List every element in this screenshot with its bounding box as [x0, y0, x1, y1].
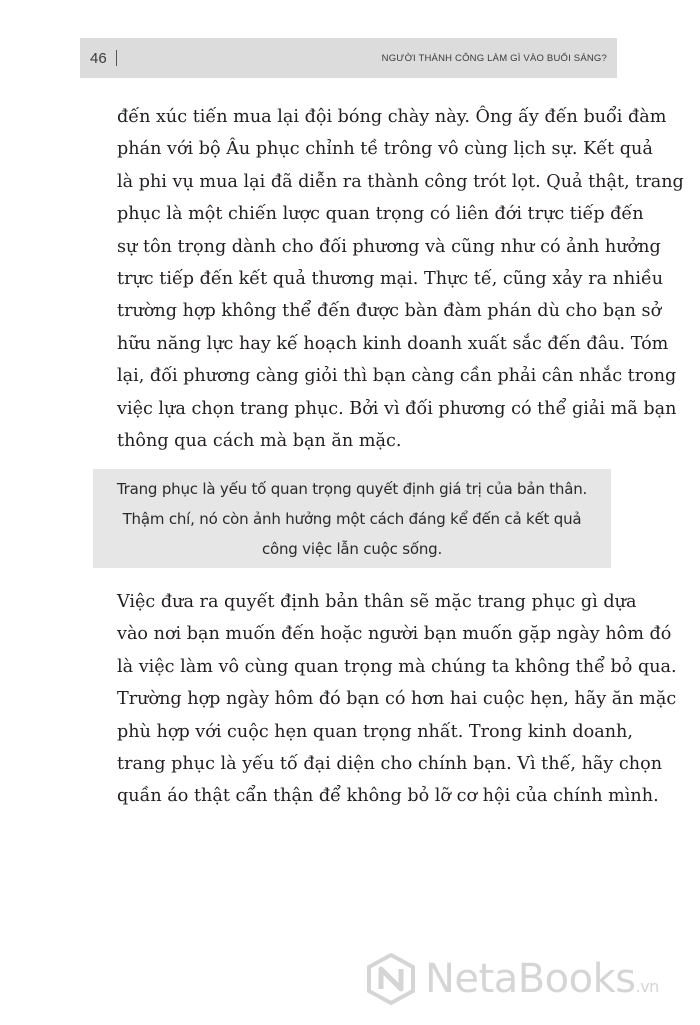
- text-line: lại, đối phương càng giỏi thì bạn càng cần phải cân nhắc trong: [117, 366, 677, 387]
- text-line: quần áo thật cẩn thận để không bỏ lỡ cơ hội của chính mình.: [117, 786, 659, 807]
- text-line: là phi vụ mua lại đã diễn ra thành công trót lọt. Quả thật, trang: [117, 171, 684, 192]
- page-number-text: 46: [90, 49, 107, 67]
- text-line: là việc làm vô cùng quan trọng mà chúng ta không thể bỏ qua.: [117, 656, 677, 677]
- text-line: thông qua cách mà bạn ăn mặc.: [117, 431, 402, 452]
- quote-line: Trang phục là yếu tố quan trọng quyết định giá trị của bản thân.: [116, 480, 588, 498]
- watermark-brand: NetaBooks: [425, 956, 636, 1002]
- netabooks-logo-icon: [365, 953, 417, 1005]
- paragraph-1: [117, 101, 684, 457]
- page-header: [80, 38, 617, 78]
- watermark: [365, 948, 685, 1010]
- paragraph-2: [117, 586, 677, 813]
- text-line: Việc đưa ra quyết định bản thân sẽ mặc trang phục gì dựa: [117, 592, 637, 612]
- watermark-suffix: .vn: [635, 977, 659, 996]
- text-line: trực tiếp đến kết quả thương mại. Thực tế, cũng xảy ra nhiều: [117, 269, 664, 290]
- text-line: hữu năng lực hay kế hoạch kinh doanh xuất sắc đến đâu. Tóm: [117, 333, 669, 354]
- text-line: phục là một chiến lược quan trọng có liên đới trực tiếp đến: [117, 204, 644, 225]
- text-line: phù hợp với cuộc hẹn quan trọng nhất. Trong kinh doanh,: [117, 721, 633, 742]
- text-line: trường hợp không thể đến được bàn đàm phán dù cho bạn sở: [117, 301, 662, 322]
- quote-line: công việc lẫn cuộc sống.: [261, 540, 443, 558]
- running-title: NGƯỜI THÀNH CÔNG LÀM GÌ VÀO BUỔI SÁNG?: [381, 52, 607, 64]
- text-line: sự tôn trọng dành cho đối phương và cũng như có ảnh hưởng: [117, 236, 661, 257]
- page-number: [90, 50, 117, 67]
- text-line: vào nơi bạn muốn đến hoặc người bạn muốn gặp ngày hôm đó: [117, 624, 672, 645]
- text-line: trang phục là yếu tố đại diện cho chính bạn. Vì thế, hãy chọn: [117, 754, 663, 775]
- pull-quote-box: [93, 469, 611, 568]
- text-line: đến xúc tiến mua lại đội bóng chày này. Ông ấy đến buổi đàm: [117, 107, 667, 127]
- page-number-divider: [116, 50, 117, 66]
- quote-line: Thậm chí, nó còn ảnh hưởng một cách đáng kể đến cả kết quả: [122, 510, 582, 528]
- text-line: Trường hợp ngày hôm đó bạn có hơn hai cuộc hẹn, hãy ăn mặc: [117, 689, 677, 710]
- watermark-text: [425, 956, 659, 1002]
- text-line: phán với bộ Âu phục chỉnh tề trông vô cùng lịch sự. Kết quả: [117, 139, 653, 160]
- text-line: việc lựa chọn trang phục. Bởi vì đối phương có thể giải mã bạn: [117, 398, 677, 419]
